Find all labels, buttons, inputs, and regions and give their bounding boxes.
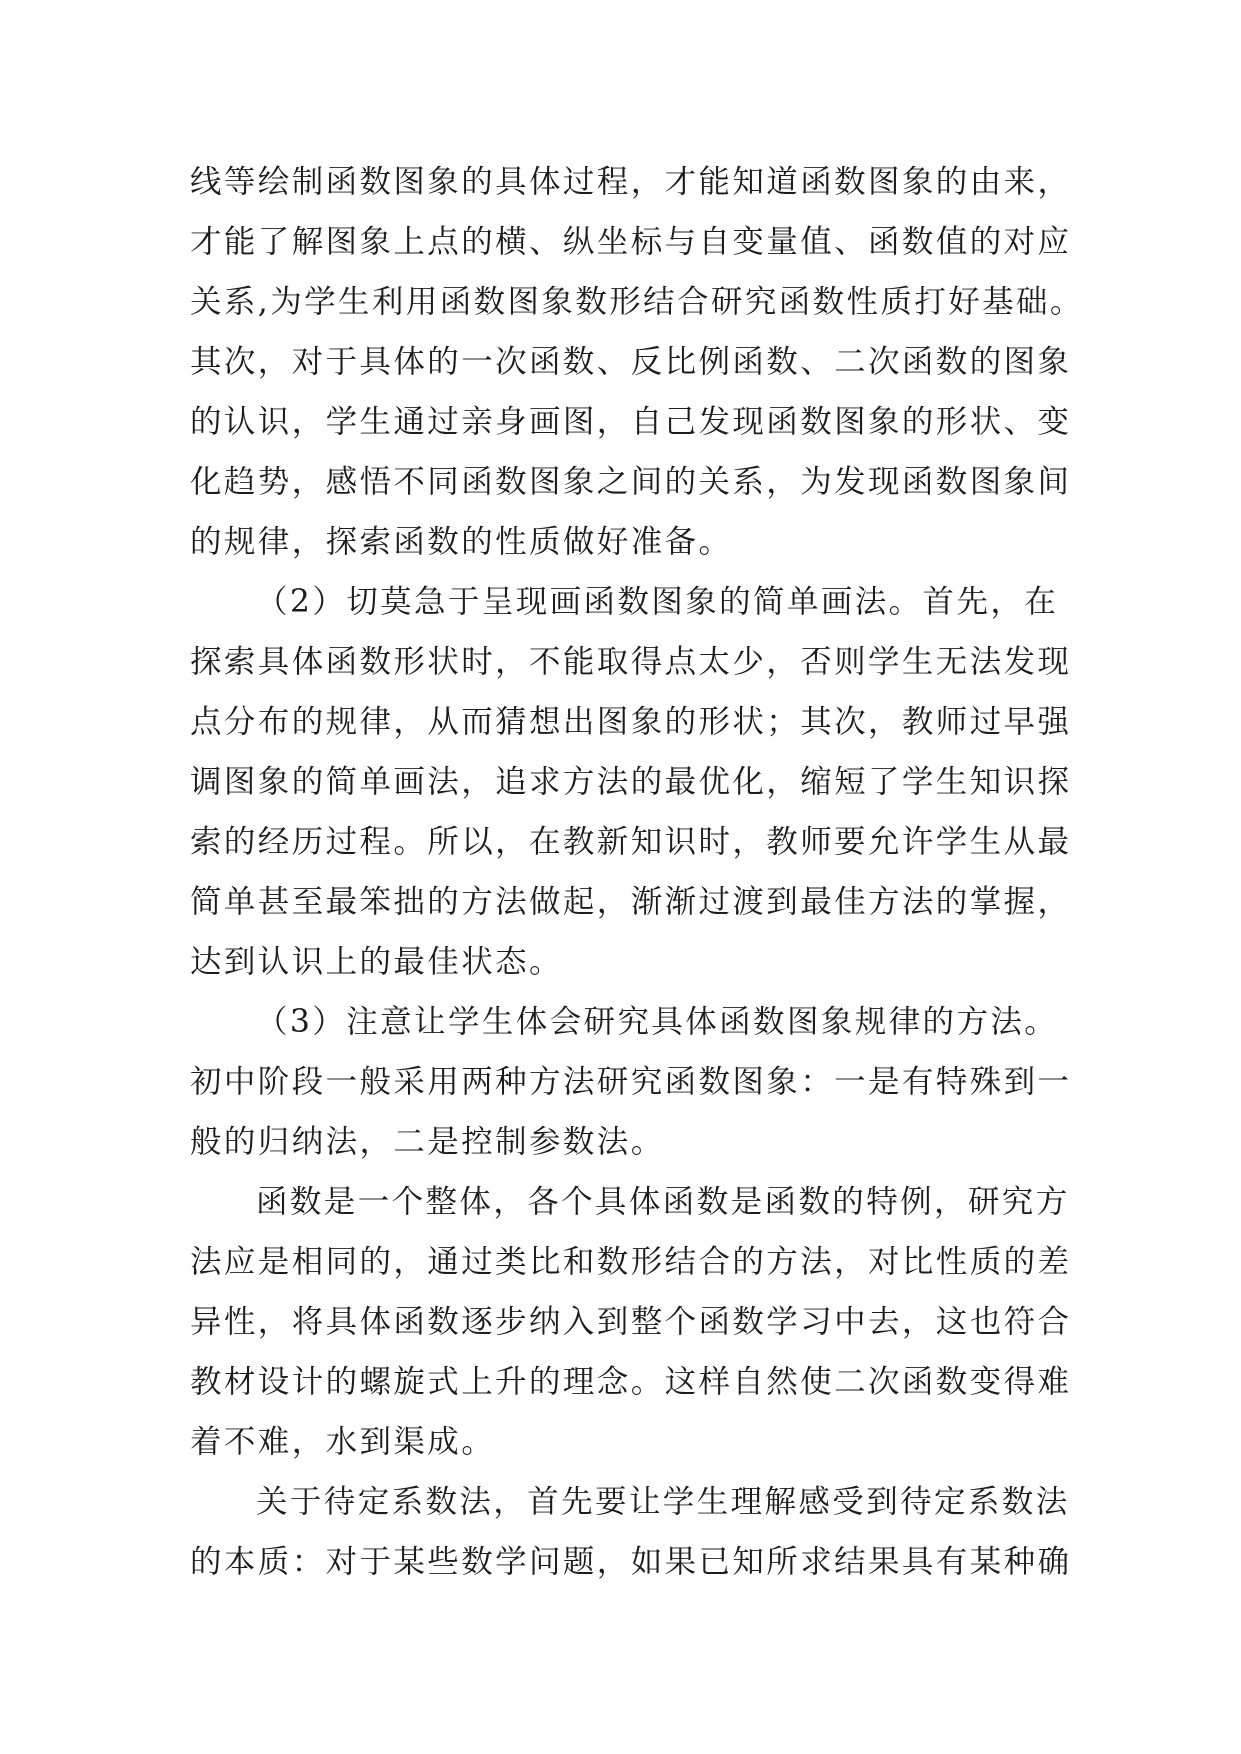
- text-line: 其次，对于具体的一次函数、反比例函数、二次函数的图象: [190, 344, 1072, 380]
- text-line: 调图象的简单画法，追求方法的最优化，缩短了学生知识探: [190, 764, 1072, 800]
- paragraph-start-line: （2）切莫急于呈现画函数图象的简单画法。首先，在: [256, 584, 1059, 620]
- paragraph-start-line: （3）注意让学生体会研究具体函数图象规律的方法。: [256, 1004, 1059, 1040]
- text-line: 的规律，探索函数的性质做好准备。: [190, 524, 733, 560]
- text-line: 教材设计的螺旋式上升的理念。这样自然使二次函数变得难: [190, 1364, 1072, 1400]
- text-line: 般的归纳法，二是控制参数法。: [190, 1124, 665, 1160]
- text-line: 线等绘制函数图象的具体过程，才能知道函数图象的由来，: [190, 164, 1072, 200]
- text-line: 的本质：对于某些数学问题，如果已知所求结果具有某种确: [190, 1544, 1072, 1580]
- text-line: 法应是相同的，通过类比和数形结合的方法，对比性质的差: [190, 1244, 1072, 1280]
- text-line: 简单甚至最笨拙的方法做起，渐渐过渡到最佳方法的掌握，: [190, 884, 1072, 920]
- text-line: 探索具体函数形状时，不能取得点太少，否则学生无法发现: [190, 644, 1072, 680]
- text-line: 着不难，水到渠成。: [190, 1424, 496, 1460]
- text-line: 化趋势，感悟不同函数图象之间的关系，为发现函数图象间: [190, 464, 1072, 500]
- text-line: 点分布的规律，从而猜想出图象的形状；其次，教师过早强: [190, 704, 1072, 740]
- text-line: 索的经历过程。所以，在教新知识时，教师要允许学生从最: [190, 824, 1072, 860]
- text-line: 的认识，学生通过亲身画图，自己发现函数图象的形状、变: [190, 404, 1072, 440]
- paragraph-start-line: 函数是一个整体，各个具体函数是函数的特例，研究方: [256, 1184, 1070, 1220]
- text-line: 才能了解图象上点的横、纵坐标与自变量值、函数值的对应: [190, 224, 1072, 260]
- text-line: 初中阶段一般采用两种方法研究函数图象：一是有特殊到一: [190, 1064, 1072, 1100]
- text-line: 达到认识上的最佳状态。: [190, 944, 563, 980]
- text-line: 关系,为学生利用函数图象数形结合研究函数性质打好基础。: [190, 284, 1084, 320]
- text-line: 异性，将具体函数逐步纳入到整个函数学习中去，这也符合: [190, 1304, 1072, 1340]
- paragraph-start-line: 关于待定系数法，首先要让学生理解感受到待定系数法: [256, 1484, 1070, 1520]
